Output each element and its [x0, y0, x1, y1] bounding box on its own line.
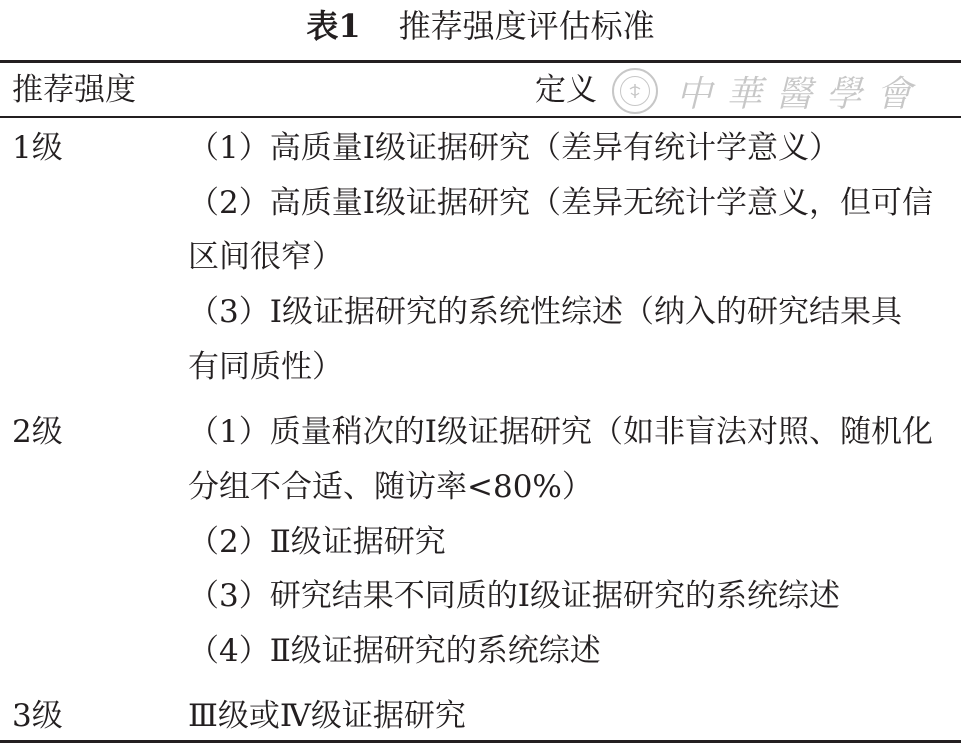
- definition-line: 区间很窄）: [188, 239, 343, 275]
- definition-line: （3）Ⅰ级证据研究的系统性综述（纳入的研究结果具: [188, 294, 902, 330]
- definition-line: （4）Ⅱ级证据研究的系统综述: [188, 633, 601, 669]
- definition-line: （2）Ⅱ级证据研究: [188, 524, 446, 560]
- definition-line: （2）高质量Ⅰ级证据研究（差异无统计学意义，但可信: [188, 185, 933, 221]
- header-recommendation-strength: 推荐强度: [12, 72, 136, 108]
- grade-2: 2级: [12, 414, 63, 450]
- table-number: 表1: [306, 7, 361, 45]
- definition-line: （1）高质量Ⅰ级证据研究（差异有统计学意义）: [188, 130, 840, 166]
- watermark-text: 中華醫學會: [676, 73, 927, 115]
- definition-line: （3）研究结果不同质的Ⅰ级证据研究的系统综述: [188, 578, 840, 614]
- watermark: [612, 65, 926, 117]
- grade-1: 1级: [12, 130, 63, 166]
- header-rule: [0, 116, 961, 118]
- definition-line: 分组不合适、随访率<80%）: [188, 469, 593, 505]
- table-caption: [0, 0, 961, 48]
- definition-line: 有同质性）: [188, 349, 343, 385]
- table-title: 推荐强度评估标准: [398, 7, 655, 45]
- seal-icon: [612, 68, 658, 114]
- bottom-rule: [0, 740, 961, 743]
- definition-line: Ⅲ级或Ⅳ级证据研究: [188, 698, 466, 734]
- header-definition: 定义: [535, 72, 597, 108]
- top-rule: [0, 60, 961, 63]
- definition-line: （1）质量稍次的Ⅰ级证据研究（如非盲法对照、随机化: [188, 414, 933, 450]
- grade-3: 3级: [12, 698, 63, 734]
